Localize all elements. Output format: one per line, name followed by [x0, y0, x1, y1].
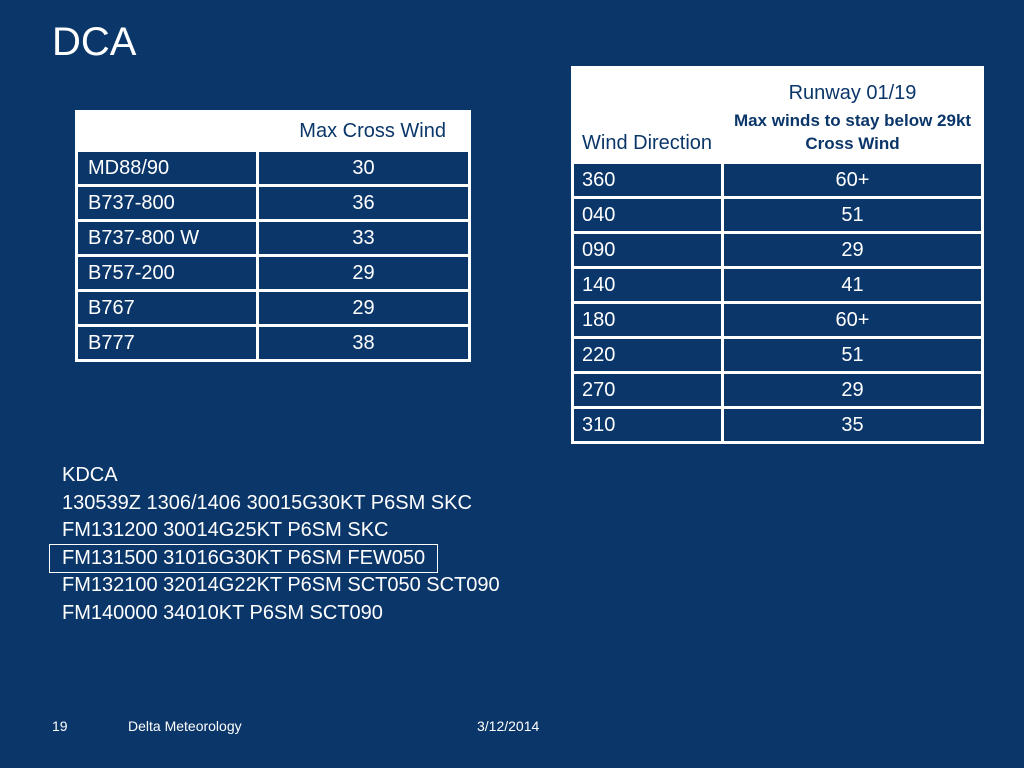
table-row [573, 163, 983, 198]
table-row [77, 186, 470, 221]
footer-date: 3/12/2014 [477, 718, 540, 734]
table-row [77, 291, 470, 326]
table-row [573, 338, 983, 373]
aircraft-crosswind-table [75, 110, 471, 362]
wind-direction-label: Wind Direction [582, 132, 713, 154]
wind-direction-header [573, 68, 723, 163]
table-row [77, 221, 470, 256]
taf-line: FM131200 30014G25KT P6SM SKC [62, 519, 389, 541]
max-wind-cell: 51 [723, 338, 983, 373]
runway-subtitle: Max winds to stay below 29kt Cross Wind [733, 111, 972, 153]
table-row [573, 408, 983, 443]
taf-line: FM132100 32014G22KT P6SM SCT050 SCT090 [62, 574, 500, 596]
crosswind-value-cell: 30 [258, 151, 470, 186]
aircraft-type-cell: B737-800 W [77, 221, 258, 256]
max-cross-wind-header: Max Cross Wind [258, 112, 470, 151]
max-wind-cell: 41 [723, 268, 983, 303]
crosswind-value-cell: 29 [258, 291, 470, 326]
table-header-row [573, 68, 983, 163]
max-wind-cell: 29 [723, 233, 983, 268]
max-wind-cell: 60+ [723, 303, 983, 338]
aircraft-type-cell: B737-800 [77, 186, 258, 221]
aircraft-type-cell: B757-200 [77, 256, 258, 291]
taf-line-highlighted: FM131500 31016G30KT P6SM FEW050 [50, 545, 437, 573]
table-row [573, 268, 983, 303]
slide-number: 19 [52, 718, 68, 734]
taf-highlight-wrapper [62, 545, 500, 573]
direction-cell: 270 [573, 373, 723, 408]
runway-wind-table [571, 66, 984, 444]
taf-line: 130539Z 1306/1406 30015G30KT P6SM SKC [62, 491, 472, 514]
runway-header-cell [723, 68, 983, 163]
max-wind-cell: 51 [723, 198, 983, 233]
direction-cell: 360 [573, 163, 723, 198]
taf-line: FM140000 34010KT P6SM SCT090 [62, 601, 383, 624]
taf-station: KDCA [62, 464, 118, 486]
table-row [77, 256, 470, 291]
direction-cell: 140 [573, 268, 723, 303]
footer-organization: Delta Meteorology [128, 718, 242, 734]
aircraft-header-cell [77, 112, 258, 151]
table-row [573, 233, 983, 268]
table-row [573, 373, 983, 408]
table-row [77, 326, 470, 361]
slide-title: DCA [52, 20, 137, 64]
runway-title: Runway 01/19 [788, 82, 917, 104]
aircraft-type-cell: B777 [77, 326, 258, 361]
aircraft-type-cell: B767 [77, 291, 258, 326]
direction-cell: 310 [573, 408, 723, 443]
direction-cell: 180 [573, 303, 723, 338]
taf-forecast [62, 462, 500, 627]
crosswind-value-cell: 38 [258, 326, 470, 361]
crosswind-value-cell: 33 [258, 221, 470, 256]
direction-cell: 220 [573, 338, 723, 373]
crosswind-value-cell: 36 [258, 186, 470, 221]
max-wind-cell: 29 [723, 373, 983, 408]
direction-cell: 040 [573, 198, 723, 233]
aircraft-type-cell: MD88/90 [77, 151, 258, 186]
direction-cell: 090 [573, 233, 723, 268]
crosswind-value-cell: 29 [258, 256, 470, 291]
table-row [77, 151, 470, 186]
table-row [573, 303, 983, 338]
table-row [573, 198, 983, 233]
table-header-row [77, 112, 470, 151]
max-wind-cell: 35 [723, 408, 983, 443]
max-wind-cell: 60+ [723, 163, 983, 198]
